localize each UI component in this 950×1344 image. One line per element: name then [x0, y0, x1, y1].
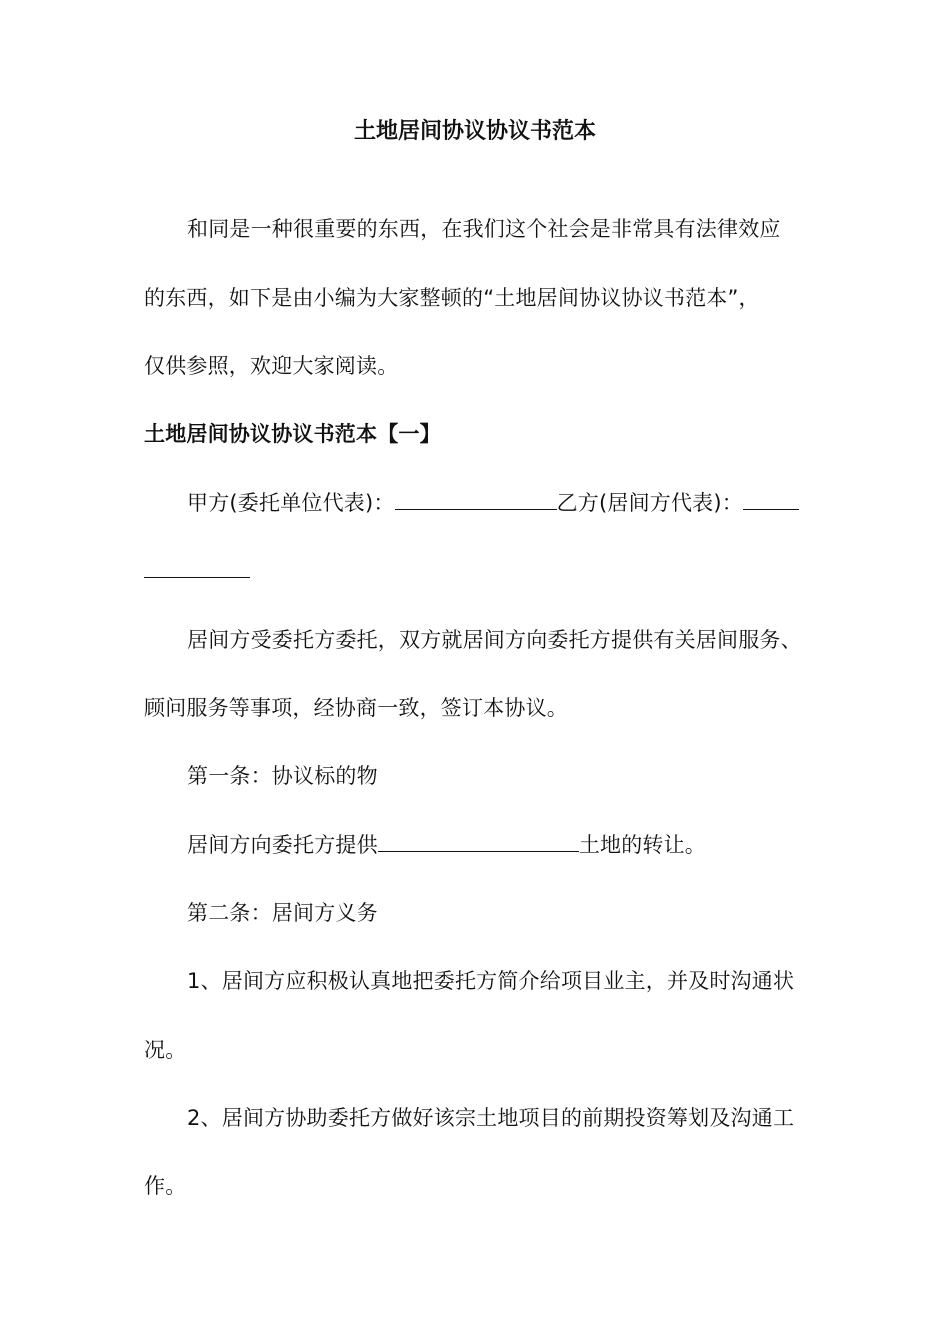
article1-text	[144, 830, 814, 860]
document-title: 土地居间协议协议书范本	[353, 119, 596, 144]
article2-item2-line-1: 2、居间方协助委托方做好该宗土地项目的前期投资筹划及沟通工	[187, 1106, 795, 1130]
article2-item1-line-1: 1、居间方应积极认真地把委托方简介给项目业主，并及时沟通状	[187, 969, 795, 993]
party-b-blank-2	[144, 559, 250, 578]
party-b-blank-continued	[144, 556, 814, 586]
party-a-blank	[395, 491, 557, 510]
article1-text-before: 居间方向委托方提供	[187, 833, 378, 857]
party-b-label: 乙方(居间方代表)：	[556, 491, 743, 515]
article2-item1-line-2: 况。	[144, 1038, 187, 1062]
parties-line	[144, 488, 814, 518]
article1-heading: 第一条：协议标的物	[187, 764, 378, 788]
section-heading: 土地居间协议协议书范本【一】	[144, 422, 441, 446]
intro-line-1: 和同是一种很重要的东西，在我们这个社会是非常具有法律效应	[187, 217, 781, 241]
intro-line-3: 仅供参照，欢迎大家阅读。	[144, 354, 399, 378]
article2-item2-line-2: 作。	[144, 1174, 187, 1198]
intro-line-2: 的东西，如下是由小编为大家整顿的“土地居间协议协议书范本”，	[144, 286, 760, 310]
party-a-label: 甲方(委托单位代表)：	[187, 491, 395, 515]
article2-heading: 第二条：居间方义务	[187, 901, 378, 925]
article1-text-after: 土地的转让。	[578, 833, 707, 857]
article1-blank	[378, 833, 579, 852]
party-b-blank	[743, 491, 799, 510]
preamble-line-2: 顾问服务等事项，经协商一致，签订本协议。	[144, 696, 568, 720]
preamble-line-1: 居间方受委托方委托，双方就居间方向委托方提供有关居间服务、	[187, 628, 802, 652]
